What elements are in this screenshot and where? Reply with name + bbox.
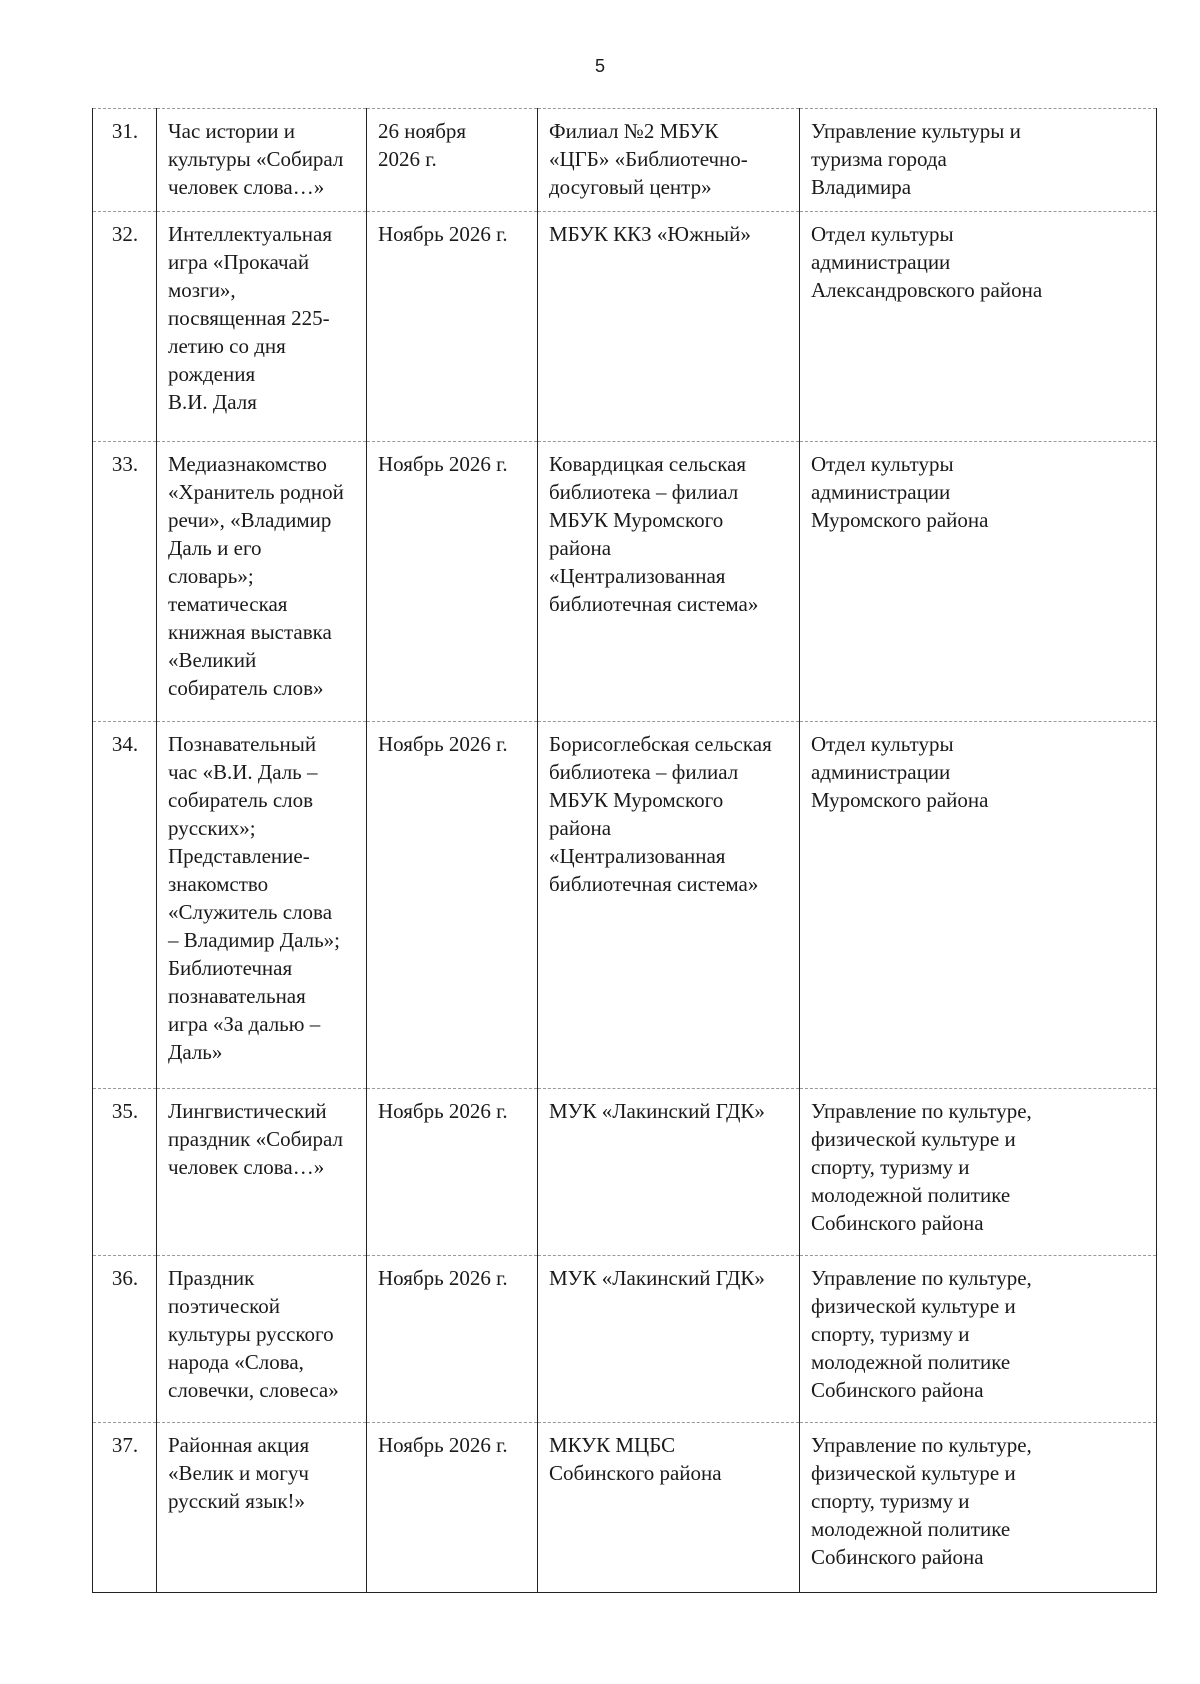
event-venue: МБУК ККЗ «Южный»: [538, 212, 800, 442]
event-venue: МКУК МЦБС Собинского района: [538, 1423, 800, 1593]
table-row: [93, 1256, 1157, 1423]
event-name: Познавательный час «В.И. Даль – собиратель слов русских»; Представление- знакомство «Служитель слова – Владимир Даль»; Библиотечная познавательная игра «За далью – Даль»: [157, 722, 367, 1089]
event-organizer: Управление по культуре, физической культуре и спорту, туризму и молодежной политике Собинского района: [800, 1423, 1157, 1593]
event-venue: Ковардицкая сельская библиотека – филиал МБУК Муромского района «Централизованная библиотечная система»: [538, 442, 800, 722]
table-row: [93, 212, 1157, 442]
event-organizer: Управление по культуре, физической культуре и спорту, туризму и молодежной политике Собинского района: [800, 1089, 1157, 1256]
event-name: Районная акция «Велик и могуч русский язык!»: [157, 1423, 367, 1593]
row-number: 31.: [93, 109, 157, 212]
event-name: Лингвистический праздник «Собирал человек слова…»: [157, 1089, 367, 1256]
event-organizer: Управление культуры и туризма города Владимира: [800, 109, 1157, 212]
event-date: Ноябрь 2026 г.: [367, 442, 538, 722]
event-date: Ноябрь 2026 г.: [367, 722, 538, 1089]
table-row: [93, 109, 1157, 212]
event-organizer: Управление по культуре, физической культуре и спорту, туризму и молодежной политике Собинского района: [800, 1256, 1157, 1423]
event-venue: МУК «Лакинский ГДК»: [538, 1089, 800, 1256]
events-table: [92, 108, 1157, 1593]
event-organizer: Отдел культуры администрации Муромского района: [800, 442, 1157, 722]
event-name: Час истории и культуры «Собирал человек слова…»: [157, 109, 367, 212]
event-date: Ноябрь 2026 г.: [367, 1256, 538, 1423]
event-venue: Борисоглебская сельская библиотека – филиал МБУК Муромского района «Централизованная библиотечная система»: [538, 722, 800, 1089]
row-number: 33.: [93, 442, 157, 722]
event-name: Праздник поэтической культуры русского народа «Слова, словечки, словеса»: [157, 1256, 367, 1423]
table-row: [93, 442, 1157, 722]
event-date: Ноябрь 2026 г.: [367, 1089, 538, 1256]
event-date: Ноябрь 2026 г.: [367, 212, 538, 442]
event-date: Ноябрь 2026 г.: [367, 1423, 538, 1593]
table-row: [93, 1089, 1157, 1256]
table-row: [93, 722, 1157, 1089]
row-number: 34.: [93, 722, 157, 1089]
event-organizer: Отдел культуры администрации Муромского района: [800, 722, 1157, 1089]
event-venue: МУК «Лакинский ГДК»: [538, 1256, 800, 1423]
event-name: Интеллектуальная игра «Прокачай мозги», посвященная 225- летию со дня рождения В.И. Даля: [157, 212, 367, 442]
table-row: [93, 1423, 1157, 1593]
event-date: 26 ноября 2026 г.: [367, 109, 538, 212]
row-number: 32.: [93, 212, 157, 442]
event-organizer: Отдел культуры администрации Александровского района: [800, 212, 1157, 442]
row-number: 37.: [93, 1423, 157, 1593]
row-number: 35.: [93, 1089, 157, 1256]
event-venue: Филиал №2 МБУК «ЦГБ» «Библиотечно- досуговый центр»: [538, 109, 800, 212]
row-number: 36.: [93, 1256, 157, 1423]
event-name: Медиазнакомство «Хранитель родной речи», «Владимир Даль и его словарь»; тематическая книжная выставка «Великий собиратель слов»: [157, 442, 367, 722]
page-number: 5: [594, 56, 605, 76]
